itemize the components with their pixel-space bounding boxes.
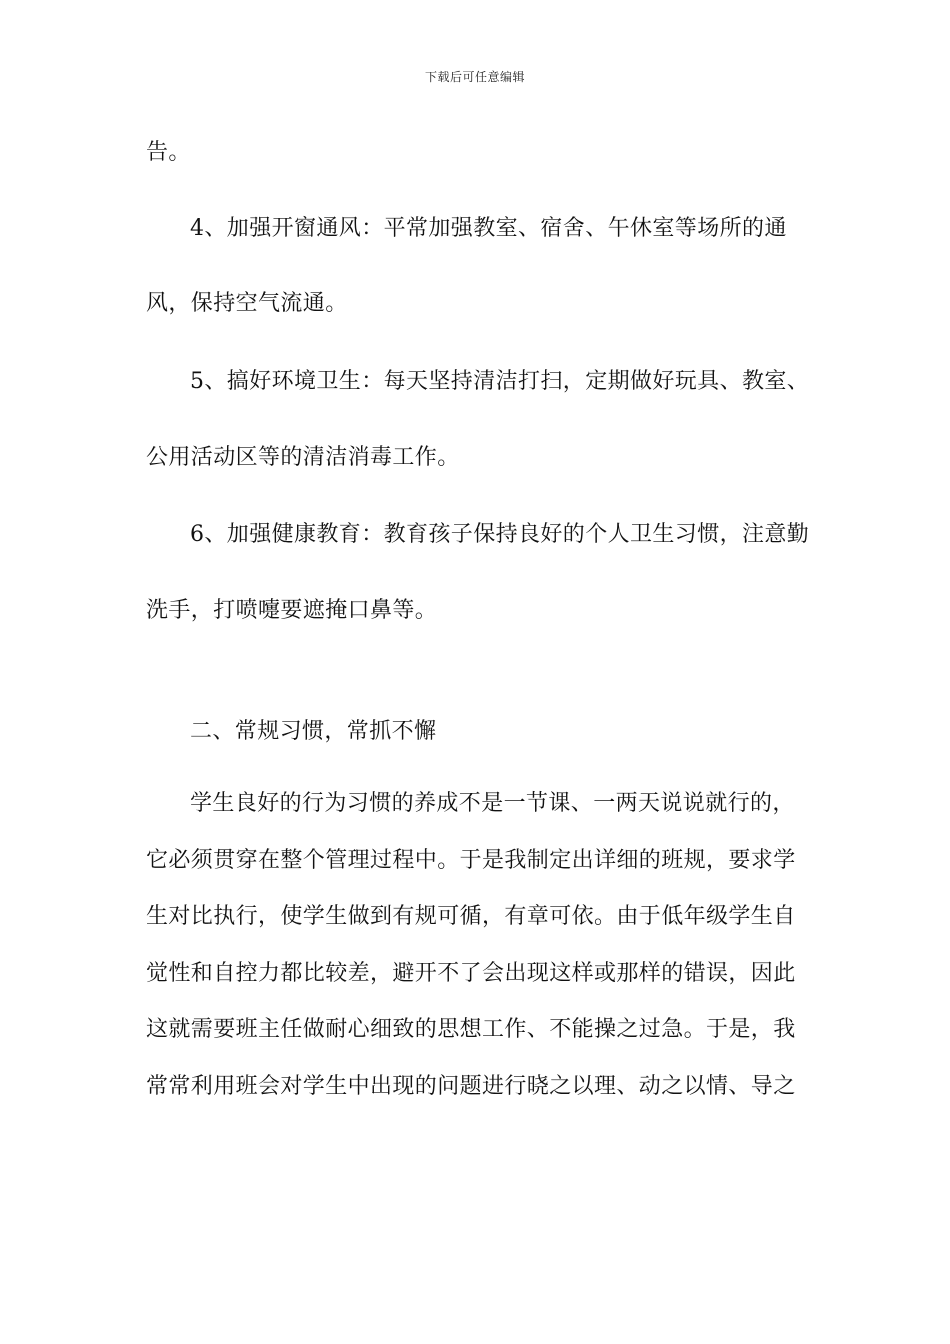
section-heading: 二、常规习惯，常抓不懈 [190,719,437,744]
text-line: 生对比执行，使学生做到有规可循，有章可依。由于低年级学生自 [146,904,796,929]
text-line: 学生良好的行为习惯的养成不是一节课、一两天说说就行的， [190,791,795,816]
text-line: 这就需要班主任做耐心细致的思想工作、不能操之过急。于是，我 [146,1017,796,1042]
text-line: 公用活动区等的清洁消毒工作。 [146,445,460,470]
page-header: 下载后可任意编辑 [424,70,525,84]
text-line: 4、加强开窗通风：平常加强教室、宿舍、午休室等场所的通 [190,216,787,241]
text-line: 常常利用班会对学生中出现的问题进行晓之以理、动之以情、导之 [146,1074,796,1099]
text-line: 洗手，打喷嚏要遮掩口鼻等。 [146,598,438,623]
text-line: 它必须贯穿在整个管理过程中。于是我制定出详细的班规，要求学 [146,848,796,873]
text-line: 风，保持空气流通。 [146,291,348,316]
text-line: 告。 [146,140,191,165]
text-line: 6、加强健康教育：教育孩子保持良好的个人卫生习惯，注意勤 [190,522,810,547]
text-line: 5、搞好环境卫生：每天坚持清洁打扫，定期做好玩具、教室、 [190,369,810,394]
text-line: 觉性和自控力都比较差，避开不了会出现这样或那样的错误，因此 [146,961,796,986]
